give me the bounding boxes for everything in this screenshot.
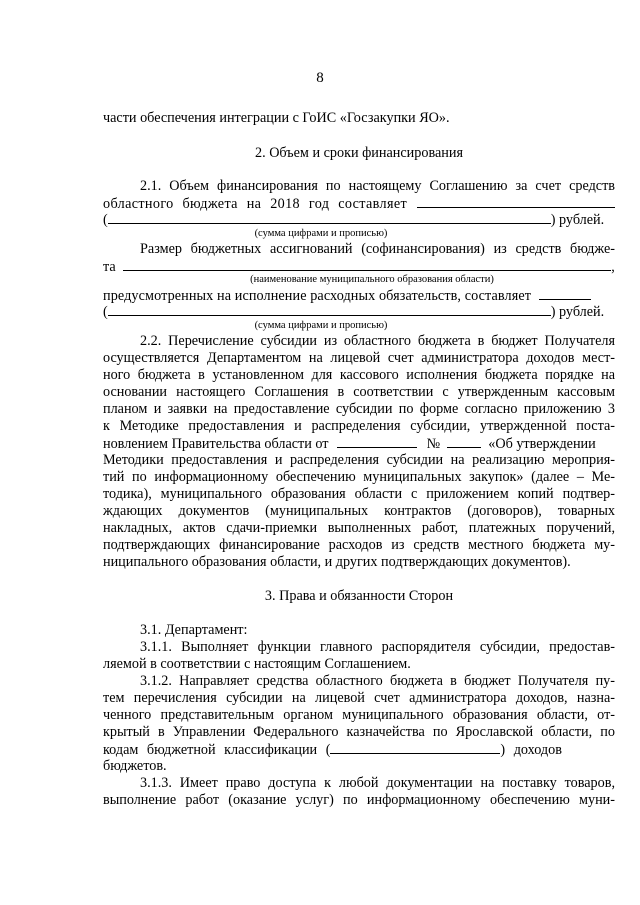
text-line: ниципального образования области, и других подтверждающих документов). <box>103 554 571 570</box>
blank-field <box>108 303 551 316</box>
text-line <box>103 435 615 453</box>
open-paren: ( <box>103 212 108 228</box>
text-line: ченного представительным органом муниципального образования области, от- <box>103 707 615 723</box>
field-caption: (сумма цифрами и прописью) <box>254 228 388 239</box>
text-fragment: областного бюджета на 2018 год составляет <box>103 196 408 212</box>
text-line: планом и заявки на предоставление субсидии по форме согласно приложению 3 <box>103 401 615 417</box>
text-line: подтверждающих финансирование расходов из средств местного бюджета му- <box>103 537 615 553</box>
text-fragment: кодам бюджетной классификации ( <box>103 742 331 758</box>
blank-field <box>123 258 611 271</box>
text-line <box>103 211 615 229</box>
text-fragment: та <box>103 259 116 275</box>
text-line: основании настоящего Соглашения в соответствии с утвержденным кассовым <box>103 384 615 400</box>
text-fragment: предусмотренных на исполнение расходных обязательств, составляет <box>103 288 532 304</box>
text-line: крытый в Управлении Федерального казначейства по Ярославской области, по <box>103 724 615 740</box>
field-caption: (наименование муниципального образования области) <box>250 274 494 285</box>
section-heading-2: 2. Объем и сроки финансирования <box>255 145 463 161</box>
text-line: ждающих документов (муниципальных контрактов (договоров), товарных <box>103 503 615 519</box>
text-line: выполнение работ (оказание услуг) по информационному обеспечению муни- <box>103 792 615 808</box>
text-line: тодика), муниципального образования области с приложением копий подтвер- <box>103 486 615 502</box>
blank-field <box>337 435 417 448</box>
text-line: Методики предоставления и распределения субсидии на реализацию мероприя- <box>103 452 615 468</box>
text-line: 3.1.1. Выполняет функции главного распорядителя субсидии, предостав- <box>140 639 615 655</box>
blank-field <box>539 287 591 300</box>
blank-field <box>417 195 615 208</box>
open-paren: ( <box>103 304 108 320</box>
text-line <box>103 303 615 321</box>
text-line: 2.1. Объем финансирования по настоящему Соглашению за счет средств <box>140 178 615 194</box>
text-line: 3.1.3. Имеет право доступа к любой документации на поставку товаров, <box>140 775 615 791</box>
text-fragment: ) рублей. <box>550 304 605 320</box>
blank-field <box>447 435 481 448</box>
blank-field <box>108 211 551 224</box>
text-line: Размер бюджетных ассигнований (софинансирования) из средств бюдже- <box>140 241 615 257</box>
page-number: 8 <box>316 70 324 86</box>
blank-field <box>330 741 500 754</box>
text-fragment: ) рублей. <box>550 212 605 228</box>
text-line: ляемой в соответствии с настоящим Соглашением. <box>103 656 411 672</box>
text-line: накладных, актов сдачи-приемки выполненных работ, платежных поручений, <box>103 520 615 536</box>
text-fragment: ) доходов <box>500 742 562 758</box>
text-line: 3.1.2. Направляет средства областного бюджета в бюджет Получателя пу- <box>140 673 615 689</box>
text-line: к Методике предоставления и распределения субсидии, утвержденной поста- <box>103 418 615 434</box>
section-heading-3: 3. Права и обязанности Сторон <box>264 588 454 604</box>
text-fragment: «Об утверждении <box>488 436 596 452</box>
text-line: ного бюджета в установленном для кассового исполнения бюджета порядке на <box>103 367 615 383</box>
text-line: тий по информационному обеспечению муниципальных закупок» (далее – Ме- <box>103 469 615 485</box>
text-line: тем перечисления субсидии на лицевой счет администратора доходов, назна- <box>103 690 615 706</box>
text-fragment: новлением Правительства области от <box>103 436 329 452</box>
field-caption: (сумма цифрами и прописью) <box>254 320 388 331</box>
text-line: бюджетов. <box>103 758 167 774</box>
text-line <box>103 741 615 759</box>
text-line: осуществляется Департаментом на лицевой счет администратора доходов мест- <box>103 350 615 366</box>
text-line: 2.2. Перечисление субсидии из областного бюджета в бюджет Получателя <box>140 333 615 349</box>
text-line: 3.1. Департамент: <box>140 622 248 638</box>
comma: , <box>611 259 615 275</box>
text-fragment: № <box>426 436 441 452</box>
text-line: части обеспечения интеграции с ГоИС «Госзакупки ЯО». <box>103 110 450 126</box>
